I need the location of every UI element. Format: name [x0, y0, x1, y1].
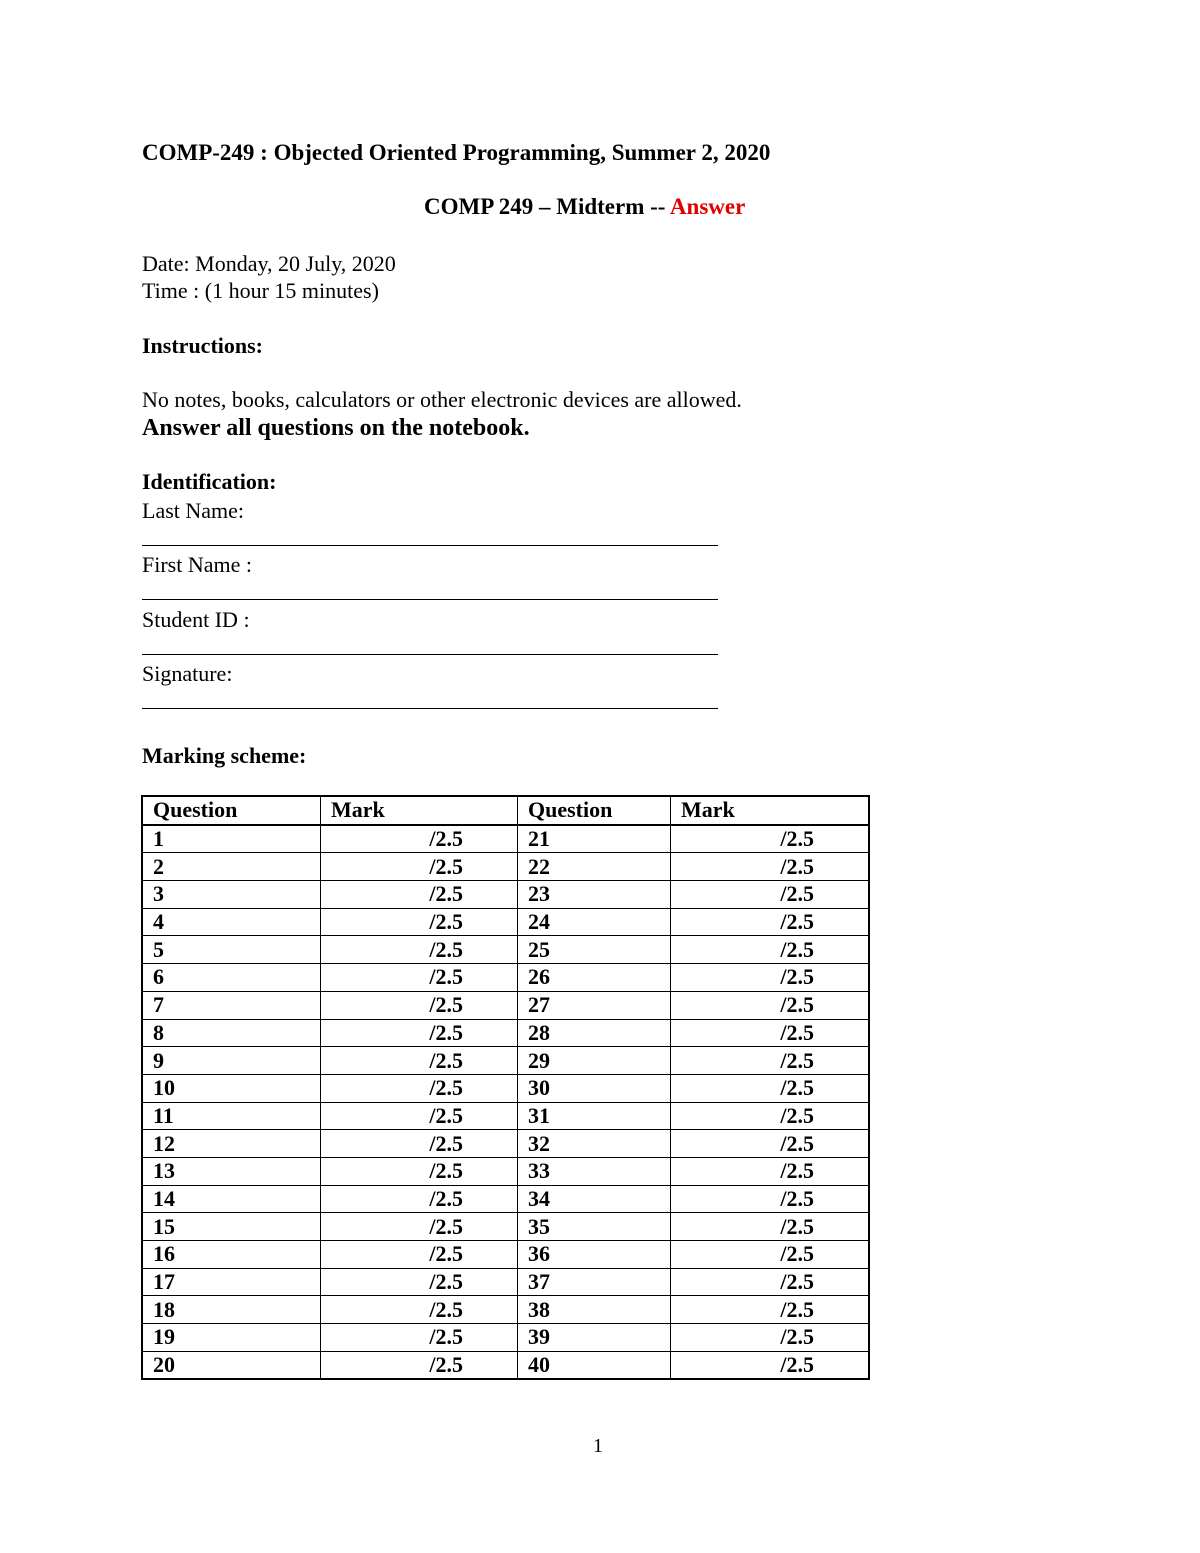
identification-heading: Identification:	[142, 469, 277, 494]
question-number-cell: 21	[518, 825, 671, 853]
mark-cell: /2.5	[321, 1296, 518, 1324]
mark-cell: /2.5	[671, 1324, 870, 1352]
table-row	[142, 991, 869, 1019]
table-row	[142, 1074, 869, 1102]
mark-cell: /2.5	[671, 853, 870, 881]
table-row	[142, 1130, 869, 1158]
answer-label: Answer	[669, 194, 746, 219]
question-number-cell: 37	[518, 1268, 671, 1296]
course-title: COMP-249 : Objected Oriented Programming, Summer 2, 2020	[142, 140, 771, 165]
table-row	[142, 1241, 869, 1269]
question-number-cell: 34	[518, 1185, 671, 1213]
mark-cell: /2.5	[321, 1102, 518, 1130]
last-name-line[interactable]	[142, 545, 718, 546]
column-header: Question	[518, 796, 671, 825]
question-number-cell: 18	[142, 1296, 321, 1324]
table-row	[142, 964, 869, 992]
question-number-cell: 31	[518, 1102, 671, 1130]
student-id-label: Student ID :	[142, 607, 250, 632]
question-number-cell: 20	[142, 1351, 321, 1379]
marking-table-header	[142, 796, 869, 825]
question-number-cell: 26	[518, 964, 671, 992]
question-number-cell: 19	[142, 1324, 321, 1352]
mark-cell: /2.5	[671, 1074, 870, 1102]
question-number-cell: 5	[142, 936, 321, 964]
table-row	[142, 1047, 869, 1075]
table-row	[142, 1157, 869, 1185]
instructions-emphasis: Answer all questions on the notebook.	[142, 415, 530, 441]
mark-cell: /2.5	[321, 1213, 518, 1241]
mark-cell: /2.5	[321, 1074, 518, 1102]
question-number-cell: 1	[142, 825, 321, 853]
mark-cell: /2.5	[321, 1130, 518, 1158]
mark-cell: /2.5	[671, 991, 870, 1019]
mark-cell: /2.5	[671, 1351, 870, 1379]
mark-cell: /2.5	[671, 908, 870, 936]
mark-cell: /2.5	[321, 1268, 518, 1296]
mark-cell: /2.5	[321, 1157, 518, 1185]
instructions-line: No notes, books, calculators or other electronic devices are allowed.	[142, 387, 742, 412]
question-number-cell: 36	[518, 1241, 671, 1269]
mark-cell: /2.5	[321, 1324, 518, 1352]
mark-cell: /2.5	[321, 991, 518, 1019]
question-number-cell: 35	[518, 1213, 671, 1241]
question-number-cell: 28	[518, 1019, 671, 1047]
mark-cell: /2.5	[671, 1102, 870, 1130]
question-number-cell: 16	[142, 1241, 321, 1269]
question-number-cell: 8	[142, 1019, 321, 1047]
question-number-cell: 27	[518, 991, 671, 1019]
mark-cell: /2.5	[321, 853, 518, 881]
first-name-line[interactable]	[142, 599, 718, 600]
question-number-cell: 15	[142, 1213, 321, 1241]
question-number-cell: 25	[518, 936, 671, 964]
mark-cell: /2.5	[671, 1213, 870, 1241]
column-header: Question	[142, 796, 321, 825]
table-row	[142, 881, 869, 909]
exam-date: Date: Monday, 20 July, 2020	[142, 251, 396, 276]
signature-label: Signature:	[142, 661, 233, 686]
mark-cell: /2.5	[671, 1268, 870, 1296]
table-row	[142, 1019, 869, 1047]
question-number-cell: 32	[518, 1130, 671, 1158]
question-number-cell: 11	[142, 1102, 321, 1130]
question-number-cell: 13	[142, 1157, 321, 1185]
question-number-cell: 9	[142, 1047, 321, 1075]
question-number-cell: 12	[142, 1130, 321, 1158]
column-header: Mark	[671, 796, 870, 825]
mark-cell: /2.5	[321, 1185, 518, 1213]
question-number-cell: 4	[142, 908, 321, 936]
question-number-cell: 7	[142, 991, 321, 1019]
table-row	[142, 1185, 869, 1213]
page-number: 1	[593, 1435, 603, 1457]
question-number-cell: 3	[142, 881, 321, 909]
table-row	[142, 1324, 869, 1352]
mark-cell: /2.5	[671, 1185, 870, 1213]
mark-cell: /2.5	[321, 1351, 518, 1379]
question-number-cell: 10	[142, 1074, 321, 1102]
first-name-label: First Name :	[142, 552, 252, 577]
question-number-cell: 22	[518, 853, 671, 881]
question-number-cell: 6	[142, 964, 321, 992]
mark-cell: /2.5	[321, 1019, 518, 1047]
signature-line[interactable]	[142, 708, 718, 709]
question-number-cell: 24	[518, 908, 671, 936]
marking-table	[141, 795, 870, 1380]
mark-cell: /2.5	[671, 1157, 870, 1185]
mark-cell: /2.5	[321, 1241, 518, 1269]
instructions-heading: Instructions:	[142, 333, 264, 358]
mark-cell: /2.5	[321, 1047, 518, 1075]
exam-time: Time : (1 hour 15 minutes)	[142, 278, 379, 303]
exam-subtitle-text: COMP 249 – Midterm --	[424, 194, 670, 219]
mark-cell: /2.5	[671, 1296, 870, 1324]
table-row	[142, 1213, 869, 1241]
question-number-cell: 40	[518, 1351, 671, 1379]
table-row	[142, 908, 869, 936]
mark-cell: /2.5	[671, 1241, 870, 1269]
mark-cell: /2.5	[671, 936, 870, 964]
mark-cell: /2.5	[671, 1019, 870, 1047]
table-row	[142, 1268, 869, 1296]
question-number-cell: 17	[142, 1268, 321, 1296]
column-header: Mark	[321, 796, 518, 825]
question-number-cell: 29	[518, 1047, 671, 1075]
question-number-cell: 39	[518, 1324, 671, 1352]
question-number-cell: 23	[518, 881, 671, 909]
mark-cell: /2.5	[671, 825, 870, 853]
question-number-cell: 33	[518, 1157, 671, 1185]
mark-cell: /2.5	[321, 936, 518, 964]
mark-cell: /2.5	[671, 1130, 870, 1158]
question-number-cell: 2	[142, 853, 321, 881]
question-number-cell: 14	[142, 1185, 321, 1213]
exam-subtitle	[424, 194, 745, 220]
student-id-line[interactable]	[142, 654, 718, 655]
table-row	[142, 936, 869, 964]
mark-cell: /2.5	[321, 825, 518, 853]
question-number-cell: 30	[518, 1074, 671, 1102]
mark-cell: /2.5	[321, 908, 518, 936]
table-row	[142, 853, 869, 881]
table-row	[142, 1351, 869, 1379]
mark-cell: /2.5	[671, 964, 870, 992]
question-number-cell: 38	[518, 1296, 671, 1324]
marking-heading: Marking scheme:	[142, 743, 307, 768]
mark-cell: /2.5	[671, 881, 870, 909]
table-row	[142, 1296, 869, 1324]
mark-cell: /2.5	[321, 964, 518, 992]
table-row	[142, 1102, 869, 1130]
mark-cell: /2.5	[671, 1047, 870, 1075]
mark-cell: /2.5	[321, 881, 518, 909]
last-name-label: Last Name:	[142, 498, 245, 523]
table-row	[142, 825, 869, 853]
